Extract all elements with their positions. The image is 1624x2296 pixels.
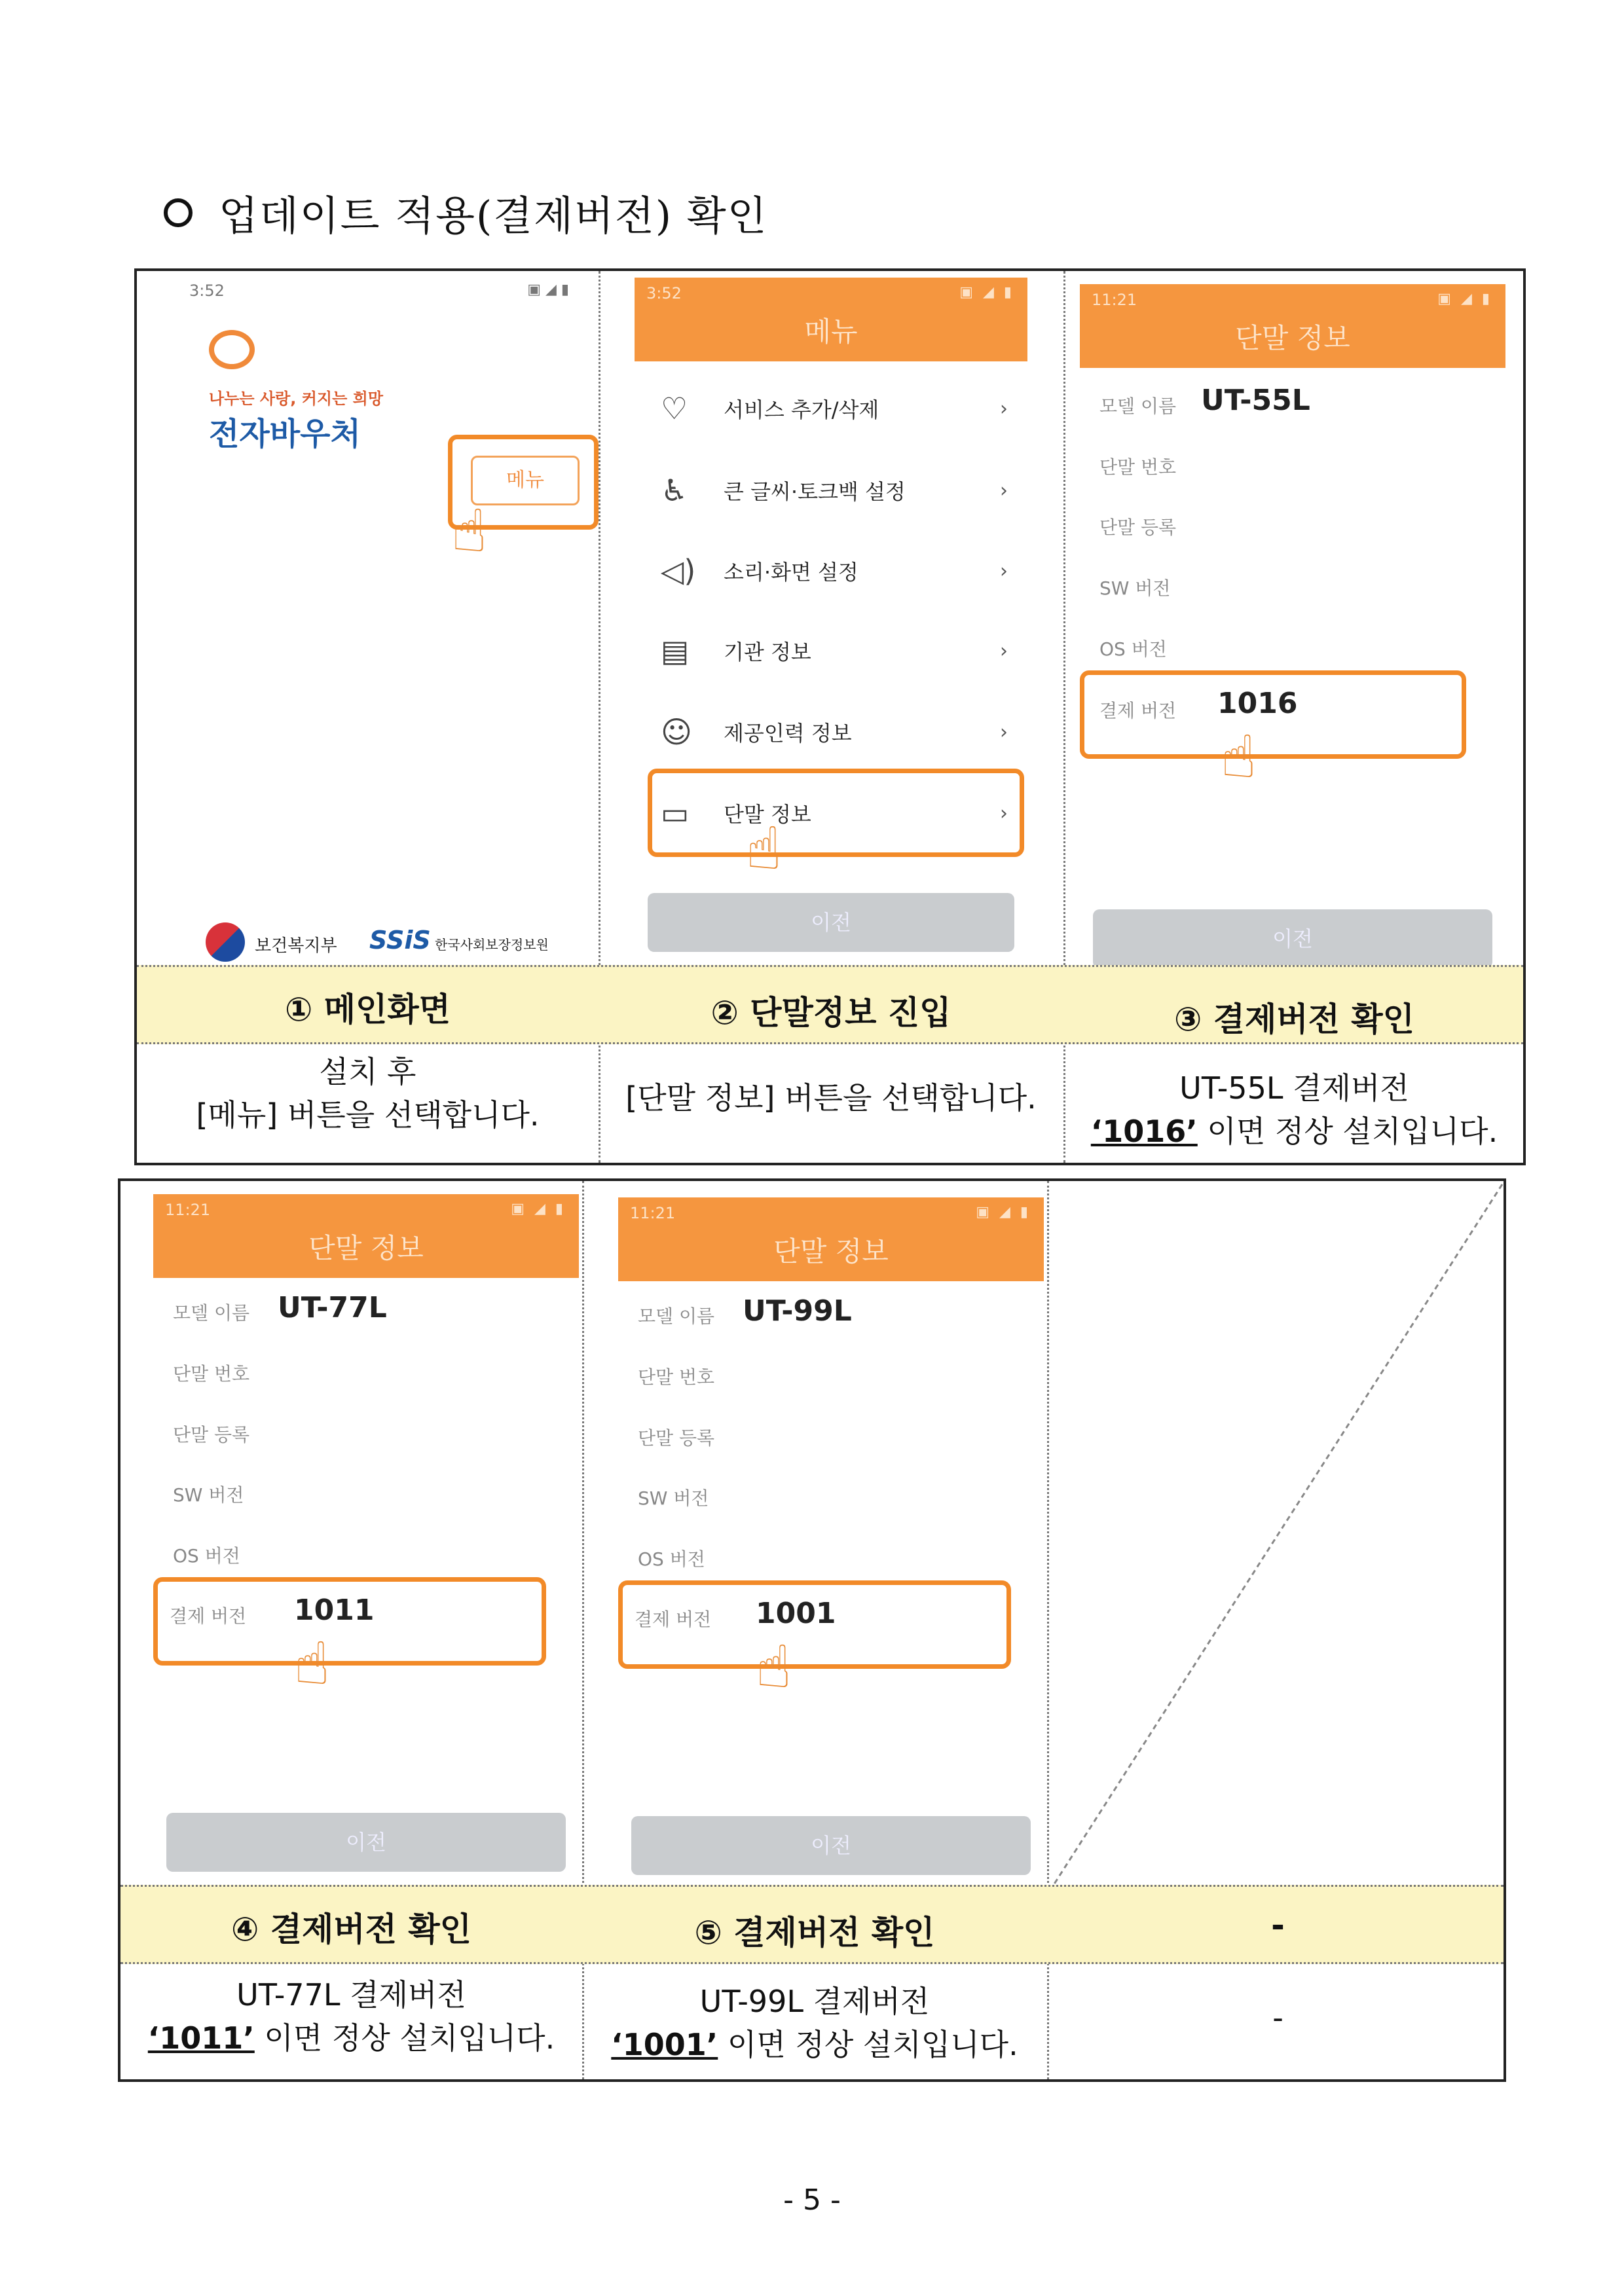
pay-value: 1001 bbox=[756, 1597, 836, 1630]
main-screen bbox=[143, 278, 595, 965]
status-time: 11:21 bbox=[165, 1201, 211, 1219]
reg-label: 단말 등록 bbox=[1099, 517, 1177, 538]
chevron-right-icon: › bbox=[1000, 639, 1008, 663]
model-value: UT-55L bbox=[1201, 384, 1310, 417]
number-label: 단말 번호 bbox=[1099, 456, 1177, 478]
os-label: OS 버전 bbox=[1099, 638, 1167, 660]
sw-label: SW 버전 bbox=[173, 1484, 244, 1506]
menu-item-sound[interactable]: ◁) 소리·화면 설정 › bbox=[661, 553, 1008, 589]
empty-cell-diagonal bbox=[1050, 1181, 1505, 1888]
caption-4: ④ 결제버전 확인 bbox=[231, 1910, 471, 1948]
status-icons: ▣ ◢ ▮ bbox=[976, 1204, 1031, 1220]
chevron-right-icon: › bbox=[1000, 397, 1008, 420]
tap-hand-icon: ☝ bbox=[294, 1630, 330, 1698]
description-3: UT-55L 결제버전 ‘1016’ 이면 정상 설치입니다. bbox=[1090, 1070, 1498, 1149]
model-value: UT-99L bbox=[743, 1294, 852, 1328]
tap-hand-icon: ☝ bbox=[756, 1633, 792, 1702]
heading-text: 업데이트 적용(결제버전) 확인 bbox=[219, 192, 768, 240]
menu-item-staff[interactable]: ☺ 제공인력 정보 › bbox=[661, 714, 1008, 750]
device-title: 단말 정보 bbox=[308, 1232, 424, 1264]
pay-label: 결제 버전 bbox=[1099, 700, 1177, 721]
reg-label: 단말 등록 bbox=[638, 1427, 715, 1449]
page-number: - 5 - bbox=[783, 2183, 841, 2217]
status-time: 11:21 bbox=[1092, 291, 1137, 309]
section-heading bbox=[164, 183, 768, 242]
document-icon: ▭ bbox=[661, 795, 690, 831]
menu-screen bbox=[635, 271, 1027, 958]
device-topbar bbox=[618, 1197, 1044, 1281]
sw-label: SW 버전 bbox=[1099, 577, 1171, 599]
menu-item-institution[interactable]: ▤ 기관 정보 › bbox=[661, 633, 1008, 668]
caption-row bbox=[120, 1885, 1504, 1964]
description-1: 설치 후 [메뉴] 버튼을 선택합니다. bbox=[196, 1054, 540, 1133]
prev-button[interactable]: 이전 bbox=[166, 1813, 566, 1872]
menu-button[interactable]: 메뉴 bbox=[471, 456, 580, 505]
description-5: UT-99L 결제버전 ‘1001’ 이면 정상 설치입니다. bbox=[611, 1984, 1018, 2062]
speaker-icon: ◁) bbox=[661, 553, 696, 589]
bullet-circle-icon bbox=[164, 198, 193, 227]
menu-item-service[interactable]: ♡ 서비스 추가/삭제 › bbox=[661, 391, 1008, 426]
building-icon: ▤ bbox=[661, 633, 690, 668]
status-time: 11:21 bbox=[630, 1204, 676, 1222]
tap-hand-icon: ☝ bbox=[451, 497, 487, 566]
device-title: 단말 정보 bbox=[773, 1235, 889, 1267]
description-4: UT-77L 결제버전 ‘1011’ 이면 정상 설치입니다. bbox=[147, 1977, 555, 2056]
ssis-logo: SSiS bbox=[369, 926, 431, 955]
pay-value: 1011 bbox=[294, 1594, 375, 1627]
device-screen-55 bbox=[1080, 278, 1505, 965]
menu-title: 메뉴 bbox=[804, 316, 858, 348]
ministry-name: 보건복지부 bbox=[255, 936, 337, 956]
prev-button[interactable]: 이전 bbox=[648, 893, 1014, 952]
tap-hand-icon: ☝ bbox=[746, 814, 782, 883]
institute-name: 한국사회보장정보원 bbox=[435, 937, 549, 953]
status-icons: ▣ ◢ ▮ bbox=[527, 282, 569, 298]
chevron-right-icon: › bbox=[1000, 559, 1008, 583]
slogan: 나누는 사랑, 커지는 희망 bbox=[209, 390, 384, 408]
pay-label: 결제 버전 bbox=[170, 1605, 247, 1627]
device-topbar bbox=[1080, 284, 1505, 368]
model-label: 모델 이름 bbox=[638, 1305, 715, 1327]
menu-item-font[interactable]: ♿ 큰 글씨·토크백 설정 › bbox=[661, 473, 1008, 508]
heart-plus-icon: ♡ bbox=[661, 391, 688, 426]
caption-row bbox=[137, 965, 1523, 1044]
accessibility-icon: ♿ bbox=[661, 473, 688, 508]
caption-5: ⑤ 결제버전 확인 bbox=[694, 1914, 935, 1952]
status-icons: ▣ ◢ ▮ bbox=[959, 284, 1014, 301]
status-time: 3:52 bbox=[189, 282, 225, 300]
number-label: 단말 번호 bbox=[638, 1366, 715, 1388]
app-name: 전자바우처 bbox=[209, 416, 361, 452]
chevron-right-icon: › bbox=[1000, 479, 1008, 502]
device-screen-99 bbox=[618, 1197, 1044, 1885]
status-icons: ▣ ◢ ▮ bbox=[1437, 291, 1492, 307]
model-label: 모델 이름 bbox=[173, 1302, 250, 1324]
chevron-right-icon: › bbox=[1000, 720, 1008, 744]
status-icons: ▣ ◢ ▮ bbox=[511, 1201, 566, 1217]
os-label: OS 버전 bbox=[638, 1548, 705, 1570]
reg-label: 단말 등록 bbox=[173, 1424, 250, 1446]
description-2: [단말 정보] 버튼을 선택합니다. bbox=[625, 1080, 1037, 1116]
table-steps-1 bbox=[134, 268, 1526, 1165]
prev-button[interactable]: 이전 bbox=[1093, 909, 1492, 968]
menu-topbar bbox=[635, 278, 1027, 361]
model-label: 모델 이름 bbox=[1099, 395, 1177, 417]
device-screen-77 bbox=[153, 1194, 579, 1882]
voucher-logo-icon bbox=[209, 330, 255, 369]
caption-3: ③ 결제버전 확인 bbox=[1174, 1000, 1414, 1038]
description-6: - bbox=[1272, 2000, 1283, 2035]
caption-2: ② 단말정보 진입 bbox=[710, 994, 951, 1032]
tap-hand-icon: ☝ bbox=[1221, 723, 1257, 792]
device-topbar bbox=[153, 1194, 579, 1278]
device-title: 단말 정보 bbox=[1235, 322, 1350, 354]
ministry-emblem-icon bbox=[206, 922, 245, 962]
status-time: 3:52 bbox=[646, 284, 682, 302]
person-card-icon: ☺ bbox=[661, 714, 692, 750]
chevron-right-icon: › bbox=[1000, 801, 1008, 825]
number-label: 단말 번호 bbox=[173, 1363, 250, 1385]
caption-1: ① 메인화면 bbox=[285, 991, 451, 1029]
pay-label: 결제 버전 bbox=[635, 1609, 712, 1630]
menu-item-device[interactable]: ▭ 단말 정보 › bbox=[661, 795, 1008, 831]
sw-label: SW 버전 bbox=[638, 1487, 709, 1509]
model-value: UT-77L bbox=[278, 1291, 387, 1324]
table-steps-2 bbox=[118, 1178, 1506, 2082]
caption-6: - bbox=[1271, 1906, 1285, 1944]
pay-value: 1016 bbox=[1217, 687, 1298, 720]
os-label: OS 버전 bbox=[173, 1545, 240, 1567]
prev-button[interactable]: 이전 bbox=[631, 1816, 1031, 1875]
